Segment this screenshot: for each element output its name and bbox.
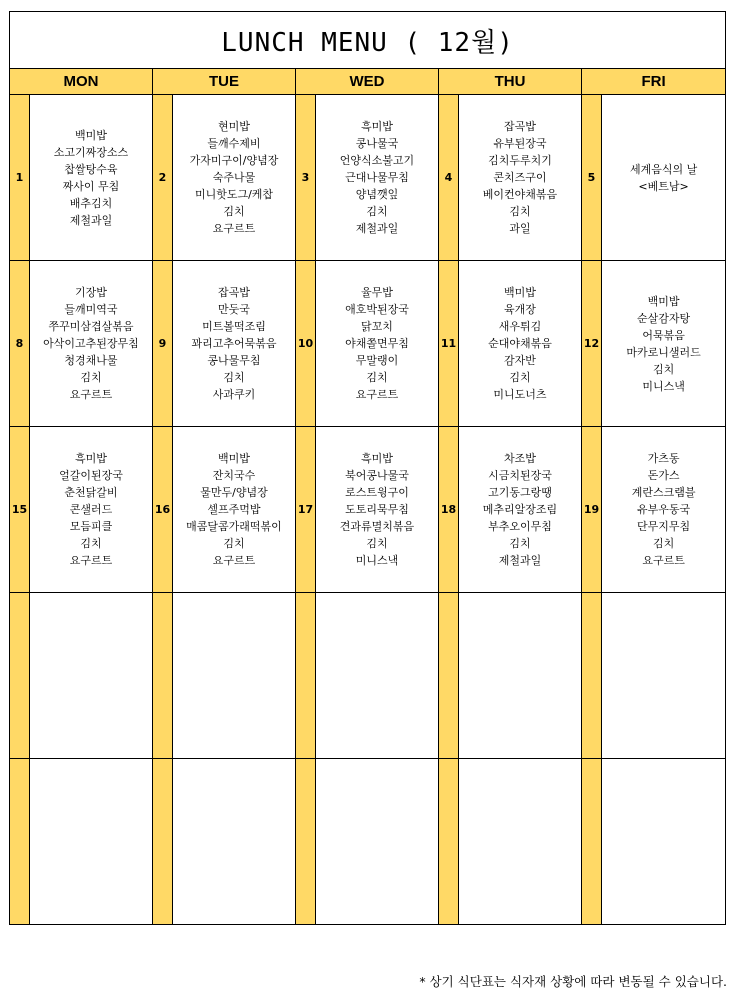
- menu-cell: [30, 95, 153, 261]
- menu-item: 시금치된장국: [488, 469, 552, 482]
- day-header-mon: MON: [10, 69, 153, 95]
- menu-item: 얼갈이된장국: [59, 469, 123, 482]
- menu-cell: [316, 593, 439, 759]
- menu-item: 미니스낵: [355, 554, 399, 567]
- menu-item: 숙주나물: [212, 171, 256, 184]
- day-header-wed: WED: [296, 69, 439, 95]
- menu-item: 김치: [652, 537, 675, 550]
- menu-item: 흑미밥: [361, 452, 393, 465]
- menu-item: 미니도너츠: [493, 388, 547, 401]
- menu-item: 백미밥: [75, 128, 107, 142]
- menu-item: 야채쫄면무침: [345, 337, 409, 350]
- menu-item: 백미밥: [504, 286, 536, 299]
- day-header-row: [10, 69, 726, 95]
- menu-item: 북어콩나물국: [345, 469, 409, 482]
- menu-item: 청경채나물: [64, 354, 118, 367]
- menu-item: 만둣국: [218, 303, 250, 316]
- menu-item: 제철과일: [498, 554, 542, 567]
- menu-item: 요구르트: [69, 388, 113, 401]
- menu-item: 매콤달콤가래떡볶이: [186, 520, 282, 533]
- date-cell: 5: [582, 95, 602, 261]
- menu-item: 계란스크램블: [631, 486, 696, 499]
- menu-cell: [30, 759, 153, 925]
- day-header-tue: TUE: [153, 69, 296, 95]
- date-cell: 3: [296, 95, 316, 261]
- menu-cell: [173, 427, 296, 593]
- menu-table: [9, 11, 726, 925]
- menu-item: 견과류멸치볶음: [339, 520, 415, 533]
- menu-item: 어묵볶음: [642, 328, 685, 342]
- menu-item: 물만두/양념장: [200, 486, 268, 499]
- menu-item: 세계음식의 날: [629, 162, 698, 176]
- menu-item: 육개장: [504, 303, 536, 316]
- menu-item: 요구르트: [355, 388, 399, 401]
- menu-cell: [30, 593, 153, 759]
- menu-item: 콘치즈구이: [493, 171, 547, 184]
- menu-item: 김치: [652, 362, 675, 376]
- menu-item: 꽈리고추어묵볶음: [191, 337, 277, 350]
- date-cell: 17: [296, 427, 316, 593]
- menu-item: 현미밥: [218, 120, 250, 133]
- menu-item: 제철과일: [69, 213, 113, 227]
- date-cell: [439, 593, 459, 759]
- menu-item: 흑미밥: [361, 120, 393, 133]
- menu-item: 기장밥: [75, 286, 107, 299]
- menu-item: 김치: [509, 205, 531, 218]
- menu-item: 무말랭이: [355, 354, 399, 367]
- date-cell: 4: [439, 95, 459, 261]
- week-row: [10, 95, 726, 261]
- menu-cell: [602, 427, 726, 593]
- menu-cell: [173, 593, 296, 759]
- menu-item: 김치: [80, 537, 102, 550]
- menu-item: 미트볼떡조림: [202, 320, 266, 333]
- menu-item: 고기동그랑땡: [488, 486, 552, 499]
- date-cell: [153, 593, 173, 759]
- menu-item: 콩나물국: [355, 137, 399, 150]
- menu-item: 율무밥: [361, 286, 393, 299]
- menu-item: 요구르트: [212, 222, 256, 235]
- menu-item: 가자미구이/양념장: [189, 154, 279, 167]
- menu-cell: [316, 261, 439, 427]
- menu-item: 요구르트: [69, 554, 113, 567]
- week-row: [10, 759, 726, 925]
- date-cell: [439, 759, 459, 925]
- menu-cell: [30, 261, 153, 427]
- menu-item: 김치: [223, 205, 245, 218]
- date-cell: [153, 759, 173, 925]
- date-cell: 12: [582, 261, 602, 427]
- menu-cell: [316, 427, 439, 593]
- date-cell: 16: [153, 427, 173, 593]
- footnote: * 상기 식단표는 식자재 상황에 따라 변동될 수 있습니다.: [419, 974, 727, 989]
- menu-item: 미니핫도그/케찹: [194, 188, 274, 201]
- menu-item: <베트남>: [638, 179, 689, 193]
- menu-item: 차조밥: [504, 452, 536, 465]
- date-cell: 8: [10, 261, 30, 427]
- date-cell: [10, 759, 30, 925]
- menu-item: 춘천닭갈비: [64, 486, 118, 499]
- menu-item: 유부우동국: [637, 503, 691, 516]
- menu-item: 순살감자탕: [637, 311, 691, 325]
- day-header-fri: FRI: [582, 69, 726, 95]
- menu-item: 아삭이고추된장무침: [43, 337, 139, 350]
- menu-item: 양념깻잎: [355, 188, 399, 201]
- date-cell: 18: [439, 427, 459, 593]
- menu-cell: [602, 261, 726, 427]
- menu-item: 사과쿠키: [212, 388, 256, 401]
- menu-item: 유부된장국: [493, 137, 547, 150]
- menu-item: 애호박된장국: [345, 303, 409, 316]
- menu-item: 쭈꾸미삼겹살볶음: [48, 320, 134, 333]
- menu-cell: [459, 593, 582, 759]
- date-cell: [296, 759, 316, 925]
- menu-item: 과일: [509, 222, 531, 235]
- menu-item: 배추김치: [69, 196, 113, 210]
- menu-item: 잡곡밥: [218, 286, 250, 299]
- date-cell: [296, 593, 316, 759]
- menu-item: 김치: [223, 371, 245, 384]
- menu-item: 모듬피클: [69, 520, 113, 533]
- menu-cell: [173, 261, 296, 427]
- menu-item: 김치: [366, 371, 388, 384]
- week-row: [10, 261, 726, 427]
- date-cell: 1: [10, 95, 30, 261]
- date-cell: 9: [153, 261, 173, 427]
- menu-cell: [459, 759, 582, 925]
- menu-item: 근대나물무침: [345, 171, 409, 184]
- page-title: LUNCH MENU ( 12월): [10, 12, 726, 69]
- menu-cell: [459, 95, 582, 261]
- date-cell: [10, 593, 30, 759]
- menu-item: 백미밥: [218, 452, 250, 465]
- menu-item: 김치: [366, 205, 388, 218]
- date-cell: [582, 593, 602, 759]
- menu-item: 요구르트: [642, 554, 685, 567]
- date-cell: 19: [582, 427, 602, 593]
- menu-cell: [602, 759, 726, 925]
- menu-cell: [602, 593, 726, 759]
- menu-cell: [316, 759, 439, 925]
- menu-cell: [602, 95, 726, 261]
- menu-item: 김치두루치기: [488, 154, 552, 167]
- menu-item: 돈가스: [647, 469, 680, 482]
- menu-item: 흑미밥: [75, 452, 107, 465]
- menu-item: 메추리알장조림: [482, 503, 558, 516]
- menu-item: 도토리묵무침: [345, 503, 409, 516]
- menu-cell: [459, 427, 582, 593]
- menu-item: 마카로니샐러드: [626, 345, 701, 359]
- menu-item: 닭꼬치: [361, 320, 393, 333]
- menu-item: 로스트윙구이: [345, 486, 409, 499]
- menu-item: 언양식소불고기: [339, 154, 415, 167]
- menu-item: 요구르트: [212, 554, 256, 567]
- menu-item: 콘샐러드: [69, 503, 113, 516]
- menu-item: 김치: [509, 371, 531, 384]
- menu-item: 가츠동: [647, 452, 680, 465]
- menu-item: 찹쌀탕수육: [64, 162, 118, 176]
- menu-cell: [173, 759, 296, 925]
- menu-item: 김치: [509, 537, 531, 550]
- date-cell: 11: [439, 261, 459, 427]
- menu-item: 부추오이무침: [488, 520, 552, 533]
- day-header-thu: THU: [439, 69, 582, 95]
- menu-cell: [30, 427, 153, 593]
- menu-item: 베이컨야채볶음: [482, 188, 558, 201]
- menu-item: 짜사이 무침: [62, 179, 120, 193]
- menu-cell: [459, 261, 582, 427]
- menu-item: 순대야채볶음: [488, 337, 552, 350]
- week-row: [10, 593, 726, 759]
- menu-item: 들깨수제비: [207, 137, 261, 150]
- menu-item: 셀프주먹밥: [207, 503, 261, 516]
- menu-item: 잔치국수: [212, 469, 256, 482]
- menu-item: 미니스낵: [642, 379, 685, 393]
- menu-item: 잡곡밥: [504, 120, 536, 133]
- menu-item: 단무지무침: [637, 520, 691, 533]
- date-cell: 2: [153, 95, 173, 261]
- menu-item: 들깨미역국: [64, 303, 118, 316]
- menu-cell: [316, 95, 439, 261]
- menu-item: 소고기짜장소스: [53, 145, 129, 159]
- menu-cell: [173, 95, 296, 261]
- menu-item: 김치: [366, 537, 388, 550]
- date-cell: 10: [296, 261, 316, 427]
- menu-item: 새우튀김: [498, 320, 542, 333]
- menu-item: 제철과일: [355, 222, 399, 235]
- date-cell: 15: [10, 427, 30, 593]
- week-row: [10, 427, 726, 593]
- date-cell: [582, 759, 602, 925]
- menu-item: 백미밥: [647, 294, 680, 308]
- menu-item: 콩나물무침: [207, 354, 261, 367]
- menu-item: 감자반: [504, 354, 536, 367]
- menu-item: 김치: [80, 371, 102, 384]
- menu-item: 김치: [223, 537, 245, 550]
